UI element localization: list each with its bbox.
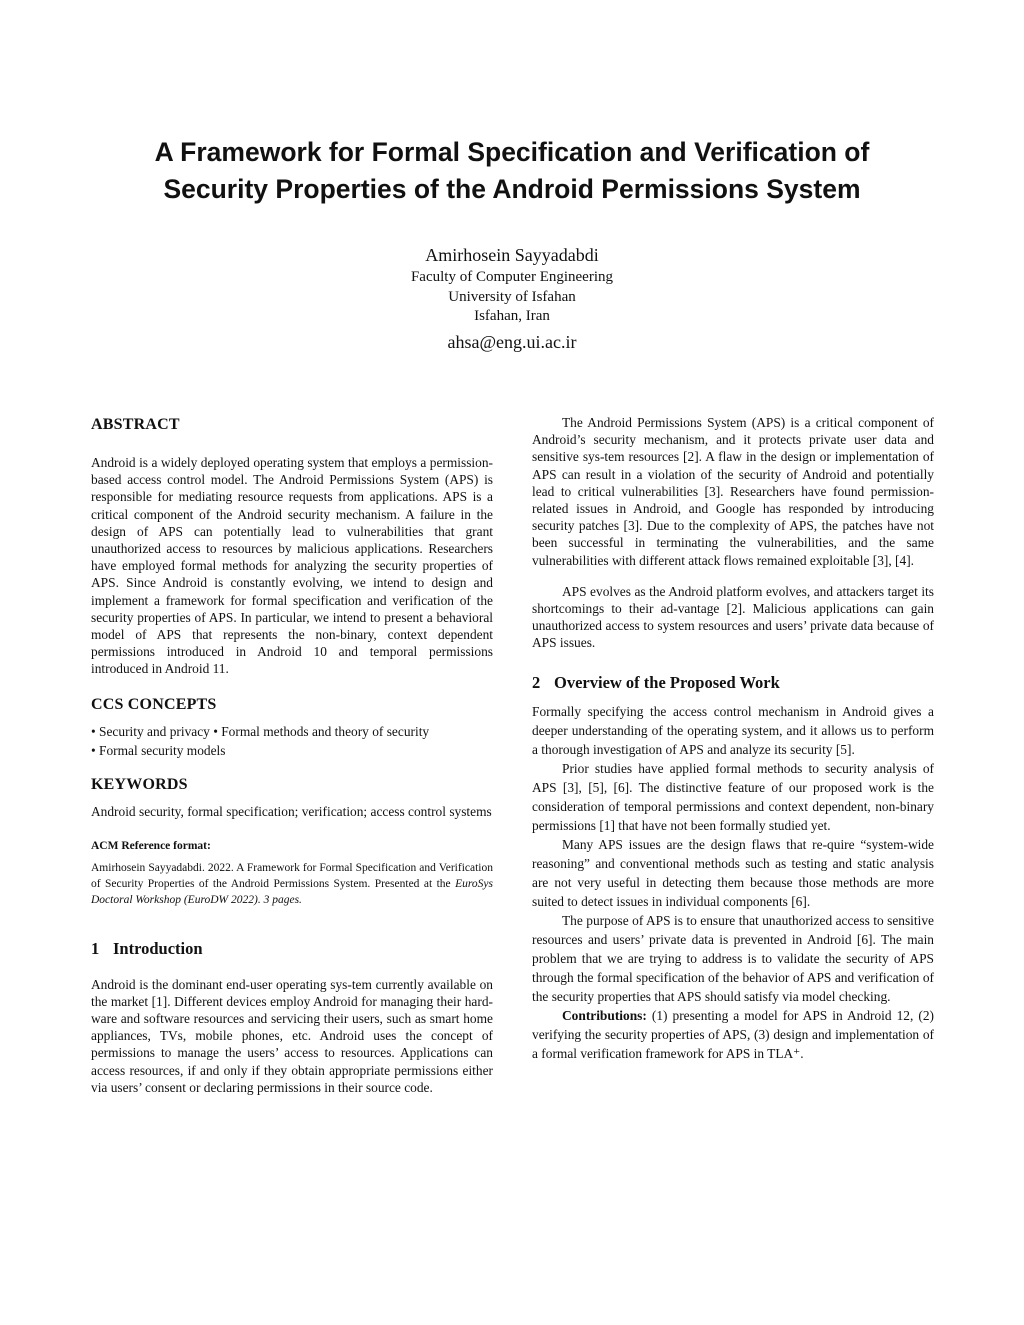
intro-text: Android is the dominant end-user operating sys-tem currently available on the market [1]. Different devices employ Android for managing their hard-ware and software resources and servicing their users, such as smart home appliances, TVs, mobile phones, etc. Android uses the concept of permissions to manage the users’ access to resources. Applications can access resources, if and only if they obtain appropriate permissions either via users’ consent or declaring permissions in their source code. [91, 976, 493, 1095]
title-line-1: A Framework for Formal Specification and Verification of [154, 137, 870, 167]
contributions-text: (1) presenting a model for APS in Android 12, (2) verifying the security properties of APS, (3) design and implementation of a formal verification framework for APS in TLA⁺. [532, 1007, 934, 1061]
author-university: University of Isfahan [448, 288, 576, 305]
right-column [532, 414, 934, 1063]
acm-reference-plain: Amirhosein Sayyadabdi. 2022. A Framework for Formal Specification and Verification of Security Properties of the Android Permissions System. Presented at the [91, 861, 493, 890]
contributions-label: Contributions: [562, 1007, 647, 1023]
title-line-2: Security Properties of the Android Permissions System [163, 174, 861, 204]
paper-title [70, 134, 954, 208]
abstract-text: Android is a widely deployed operating system that employs a permission-based access control model. The Android Permissions System (APS) is responsible for mediating resource requests from applications. APS is a critical component of the Android security mechanism. A failure in the design of APS can potentially lead to vulnerabilities that grant unauthorized access to resources by malicious applications. Researchers have employed formal methods for analyzing the security properties of APS. Since Android is constantly evolving, we intend to design and implement a framework for formal specification and verification of the security properties of APS. In particular, we intend to present a behavioral model of APS that represents the non-binary, context dependent permissions introduced in Android 10 and temporal permissions introduced in Android 11. [91, 455, 493, 677]
intro-title: Introduction [113, 938, 203, 958]
ccs-heading: CCS CONCEPTS [91, 695, 217, 713]
right-para-6: The purpose of APS is to ensure that unauthorized access to sensitive resources and users’ private data is prevented in Android [6]. The main problem that we are trying to address is to validate the security of APS through the formal specification of the behavior of APS and verification of the security properties that APS should satisfy via model checking. [532, 912, 934, 1004]
right-para-1: The Android Permissions System (APS) is a critical component of Android’s security mechanism, and it protects private user data and sensitive sys-tem resources [2]. A flaw in the design or implementation of APS can result in a violation of the security of Android and potentially lead to critical vulnerabilities [3]. Researchers have found permission-related issues in Android, and Google has responded by introducing security patches [3]. Due to the complexity of APS, the patches have not been successful in terminating the vulnerabilities, and the same vulnerabilities with different attack flows remained exploitable [3], [4]. [532, 415, 934, 568]
right-para-2: APS evolves as the Android platform evolves, and attackers target its shortcomings to their ad-vantage [2]. Malicious applications can gain unauthorized access to system resources and users’ private data because of APS issues. [532, 583, 934, 651]
section2-title: Overview of the Proposed Work [554, 672, 780, 692]
section2-heading [532, 672, 934, 694]
author-location: Isfahan, Iran [474, 308, 550, 324]
ccs-line-2: • Formal security models [91, 742, 226, 758]
abstract-heading: ABSTRACT [91, 416, 180, 433]
author-block [200, 242, 824, 355]
intro-number: 1 [91, 938, 100, 958]
author-faculty: Faculty of Computer Engineering [410, 269, 614, 285]
right-para-5: Many APS issues are the design flaws that re-quire “system-wide reasoning” and conventional methods such as testing and static analysis are not very useful in detecting them because those methods are more suited to detect issues in individual components [6]. [532, 836, 934, 909]
author-email: ahsa@eng.ui.ac.ir [447, 331, 577, 352]
keywords-heading: KEYWORDS [91, 775, 188, 793]
keywords-text: Android security, formal specification; verification; access control systems [91, 803, 492, 819]
right-para-4: Prior studies have applied formal methods to security analysis of APS [3], [5], [6]. The distinctive feature of our proposed work is the consideration of temporal permissions and context dependent, non-binary permissions [1] that have not been formally studied yet. [532, 760, 934, 833]
right-para-3: Formally specifying the access control mechanism in Android gives a deeper understanding of the operating system, and it allows us to perform a thorough investigation of APS and analyze its security [5]. [532, 703, 934, 757]
section2-number: 2 [532, 672, 541, 692]
acm-reference-label: ACM Reference format: [91, 839, 211, 852]
acm-reference-text [91, 860, 493, 908]
ccs-line-1: • Security and privacy • Formal methods and theory of security [91, 723, 430, 739]
acm-reference-venue: EuroSys Doctoral Workshop (EuroDW 2022). 3 pages. [91, 877, 493, 906]
author-name: Amirhosein Sayyadabdi [425, 245, 599, 265]
contributions-para [532, 1006, 934, 1063]
left-column [91, 414, 493, 1096]
intro-heading [91, 938, 493, 960]
